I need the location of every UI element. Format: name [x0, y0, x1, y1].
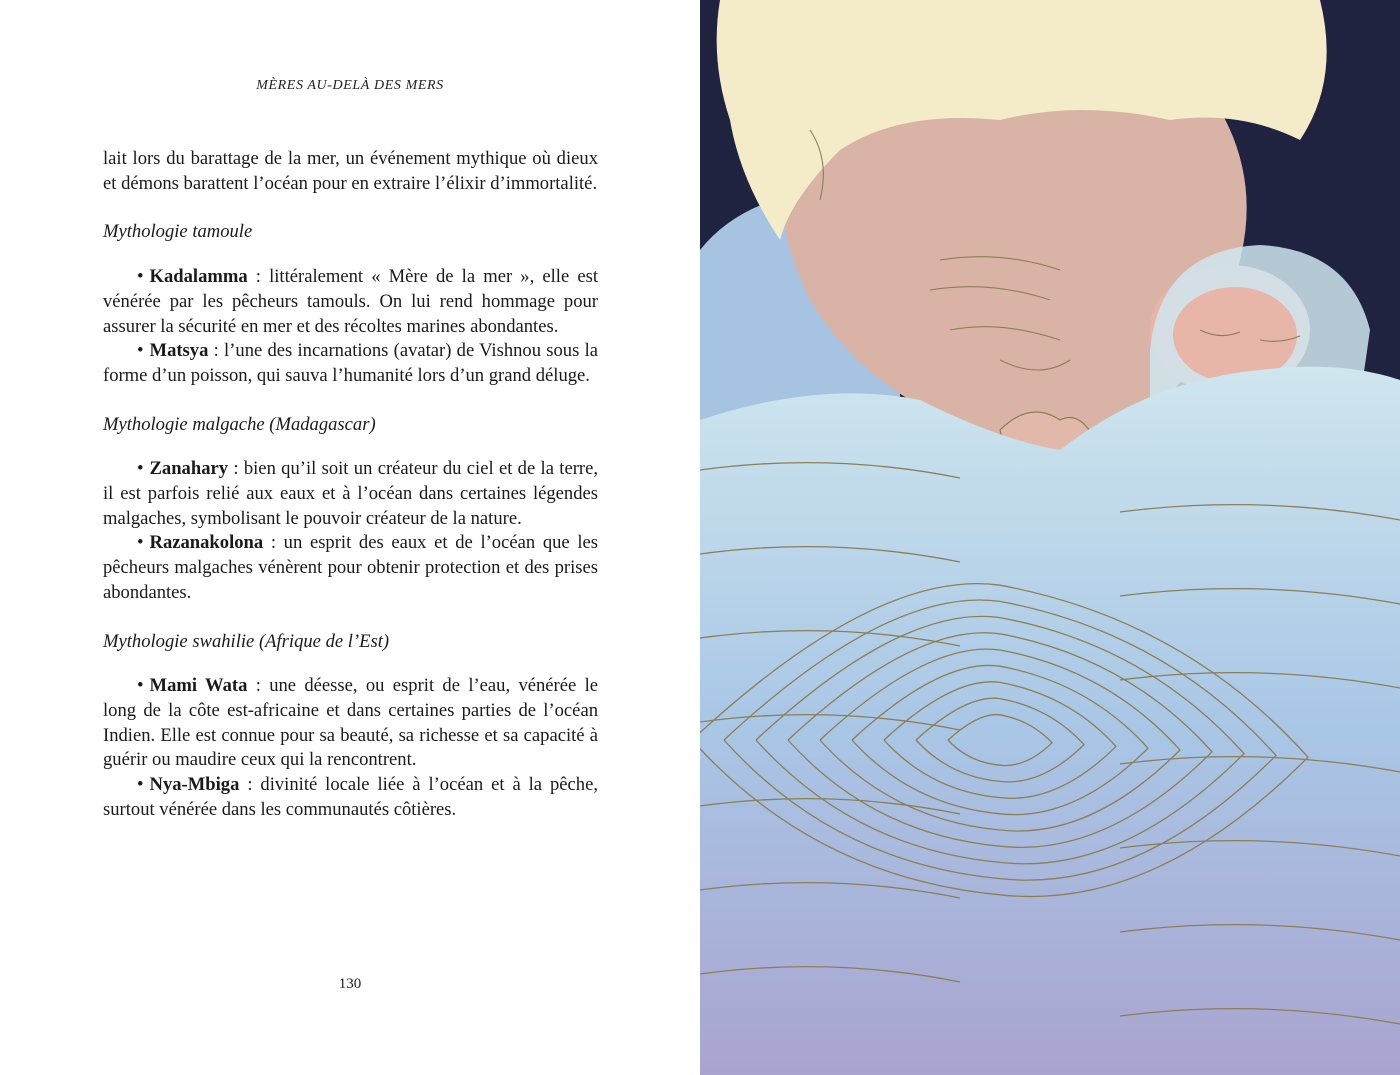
entry-text: : un esprit des eaux et de l’océan que les pêcheurs malgaches vénèrent pour obtenir protection et des prises abondantes.	[103, 532, 598, 603]
bullet-icon: •	[137, 458, 144, 480]
blanket	[700, 367, 1400, 1075]
entry-name: Mami Wata	[149, 675, 248, 697]
entry-text: : bien qu’il soit un créateur du ciel et de la terre, il est parfois relié aux eaux et à l’océan dans certaines légendes malgaches, symbolisant le pouvoir créateur de la nature.	[103, 458, 598, 529]
page-number: 130	[338, 976, 362, 992]
intro-paragraph: lait lors du barattage de la mer, un événement mythique où dieux et démons barattent l’océan pour en extraire l’élixir d’immortalité.	[103, 148, 598, 194]
list-item	[103, 531, 598, 605]
grandmother-with-baby-illustration	[700, 0, 1400, 1075]
bullet-icon: •	[137, 340, 144, 362]
list-item	[103, 773, 598, 822]
entry-text: : une déesse, ou esprit de l’eau, vénérée le long de la côte est-africaine et dans certaines parties de l’océan Indien. Elle est connue pour sa beauté, sa richesse et sa capacité à guérir ou maudire ceux qui la rencontrent.	[103, 675, 598, 771]
bullet-icon: •	[137, 266, 144, 288]
illustration-page	[700, 0, 1400, 1075]
section-heading: Mythologie malgache (Madagascar)	[103, 413, 376, 435]
entry-text: : divinité locale liée à l’océan et à la pêche, surtout vénérée dans les communautés côtières.	[103, 774, 598, 820]
bullet-icon: •	[137, 532, 144, 554]
section-heading: Mythologie swahilie (Afrique de l’Est)	[103, 630, 390, 652]
entry-text: : l’une des incarnations (avatar) de Vishnou sous la forme d’un poisson, qui sauva l’humanité lors d’un grand déluge.	[103, 340, 598, 386]
body-text	[103, 147, 598, 822]
entry-name: Matsya	[149, 340, 209, 362]
list-item	[103, 265, 598, 339]
list-item	[103, 674, 598, 773]
running-head: MÈRES AU-DELÀ DES MERS	[256, 78, 444, 93]
bullet-icon: •	[137, 774, 144, 796]
list-item	[103, 339, 598, 388]
entry-text: : littéralement « Mère de la mer », elle est vénérée par les pêcheurs tamouls. On lui rend hommage pour assurer la sécurité en mer et des récoltes marines abondantes.	[103, 266, 598, 337]
section-heading: Mythologie tamoule	[103, 221, 253, 243]
entry-name: Kadalamma	[149, 266, 248, 288]
entry-name: Zanahary	[149, 458, 229, 480]
list-item	[103, 457, 598, 531]
bullet-icon: •	[137, 675, 144, 697]
entry-name: Nya-Mbiga	[149, 774, 240, 796]
entry-name: Razanakolona	[149, 532, 264, 554]
